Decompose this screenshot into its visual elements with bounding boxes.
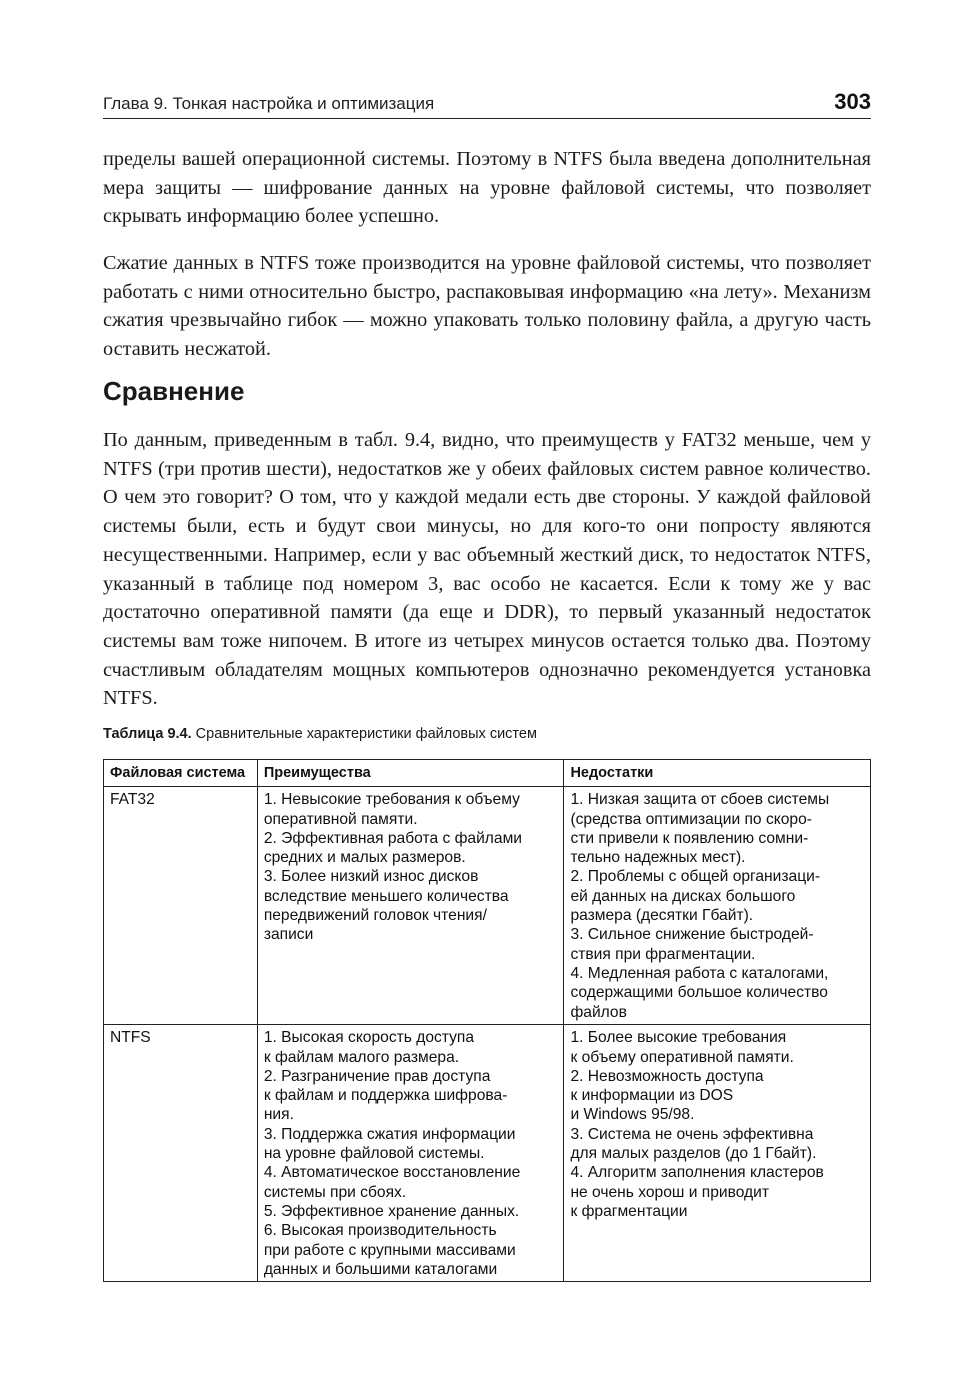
advantage-line: 5. Эффективное хранение данных. [263, 1202, 520, 1220]
section-heading: Сравнение [103, 376, 245, 406]
cell-system-name: NTFS [104, 1025, 258, 1282]
cell-disadvantages [564, 1025, 871, 1282]
comparison-table [103, 759, 871, 1282]
disadvantage-line: содержащими большое количество [570, 984, 828, 1002]
cell-system-name: FAT32 [104, 787, 258, 1025]
paragraph-encryption [103, 145, 871, 231]
cell-disadvantages [564, 787, 871, 1025]
paragraph-text: Сжатие данных в NTFS тоже производится на уровне файловой системы, что позволяет работать с ними относительно быстро, распаковывая информацию «на лету». Механизм сжатия чрезвычайно гибок — можно упаковать только половину файла, а другую часть оставить несжатой. [103, 252, 871, 361]
disadvantage-line: 2. Невозможность доступа [570, 1067, 764, 1085]
disadvantage-line: (средства оптимизации по скоро- [570, 810, 812, 828]
cell-advantages [257, 1025, 564, 1282]
disadvantage-line: ствия при фрагментации. [570, 945, 756, 963]
disadvantage-line: к объему оперативной памяти. [570, 1048, 794, 1066]
cell-advantages [257, 787, 564, 1025]
disadvantage-line: 4. Медленная работа с каталогами, [570, 964, 829, 982]
disadvantage-line: сти привели к появлению сомни- [570, 829, 809, 847]
advantage-line: 3. Более низкий износ дисков [263, 868, 479, 886]
advantage-line: 2. Разграничение прав доступа [263, 1067, 491, 1085]
table-caption-label: Таблица 9.4. [103, 726, 192, 742]
disadvantage-line: 1. Более высокие требования [570, 1029, 787, 1047]
advantage-line: оперативной памяти. [263, 810, 418, 828]
page-number: 303 [834, 89, 871, 114]
advantage-line: 6. Высокая производительность [263, 1222, 497, 1240]
advantage-line: к файлам малого размера. [263, 1048, 460, 1066]
disadvantage-line: к фрагментации [570, 1202, 688, 1220]
disadvantage-line: для малых разделов (до 1 Гбайт). [570, 1145, 817, 1163]
disadvantage-line: размера (десятки Гбайт). [570, 907, 754, 925]
advantage-line: 3. Поддержка сжатия информации [263, 1125, 516, 1143]
table-header-row [104, 760, 871, 787]
disadvantage-line: файлов [570, 1003, 627, 1021]
disadvantage-line: к информации из DOS [570, 1087, 734, 1105]
advantage-line: к файлам и поддержка шифрова- [263, 1087, 508, 1105]
advantage-line: 2. Эффективная работа с файлами [263, 829, 523, 847]
advantage-line: 1. Невысокие требования к объему [263, 791, 520, 809]
advantage-line: 4. Автоматическое восстановление [263, 1164, 521, 1182]
disadvantage-line: и Windows 95/98. [570, 1106, 695, 1124]
disadvantage-line: 3. Сильное снижение быстродей- [570, 926, 814, 944]
advantage-line: системы при сбоях. [263, 1183, 407, 1201]
disadvantage-line: 4. Алгоритм заполнения кластеров [570, 1164, 824, 1182]
disadvantage-line: 3. Система не очень эффективна [570, 1125, 814, 1143]
table-row-ntfs [104, 1025, 871, 1282]
disadvantage-line: 2. Проблемы с общей организаци- [570, 868, 821, 886]
paragraph-comparison [103, 426, 871, 713]
paragraph-text: По данным, приведенным в табл. 9.4, видно, что преимуществ у FAT32 меньше, чем у NTFS (три против шести), недостатков же у обеих файловых систем равное количество. О чем это говорит? О том, что у каждой медали есть две стороны. У каждой файловой системы были, есть и будут свои минусы, но для кого-то они попросту являются несущественными. Например, если у вас объемный жесткий диск, то недостаток NTFS, указанный в таблице под номером 3, вас особо не касается. Если к тому же у вас достаточно оперативной памяти (да еще и DDR), то первый указанный недостаток системы вам тоже нипочем. В итоге из четырех минусов остается только два. Поэтому счастливым обладателям мощных компьютеров однозначно рекомендуется установка NTFS. [103, 429, 871, 710]
paragraph-text: пределы вашей операционной системы. Поэтому в NTFS была введена дополнительная мера защиты — шифрование данных на уровне файловой системы, что позволяет скрывать информацию более успешно. [103, 148, 871, 228]
disadvantage-line: 1. Низкая защита от сбоев системы [570, 791, 830, 809]
advantage-line: данных и большими каталогами [263, 1260, 498, 1278]
disadvantage-line: не очень хорош и приводит [570, 1183, 769, 1201]
advantage-line: при работе с крупными массивами [263, 1241, 516, 1259]
page-header [103, 89, 871, 119]
chapter-title: Глава 9. Тонкая настройка и оптимизация [103, 94, 435, 113]
advantage-line: вследствие меньшего количества [263, 887, 509, 905]
advantage-line: записи [263, 926, 314, 944]
advantage-line: 1. Высокая скорость доступа [263, 1029, 475, 1047]
header-disadvantages: Недостатки [564, 760, 871, 787]
advantage-line: ния. [263, 1106, 294, 1124]
table-caption [103, 726, 537, 742]
advantage-line: средних и малых размеров. [263, 849, 466, 867]
disadvantage-line: ей данных на дисках большого [570, 887, 796, 905]
header-file-system: Файловая система [104, 760, 258, 787]
disadvantage-line: тельно надежных мест). [570, 849, 746, 867]
advantage-line: передвижений головок чтения/ [263, 907, 487, 925]
table-caption-text: Сравнительные характеристики файловых систем [191, 726, 537, 742]
advantage-line: на уровне файловой системы. [263, 1145, 485, 1163]
header-advantages: Преимущества [257, 760, 564, 787]
table-row-fat32 [104, 787, 871, 1025]
paragraph-compression [103, 249, 871, 364]
